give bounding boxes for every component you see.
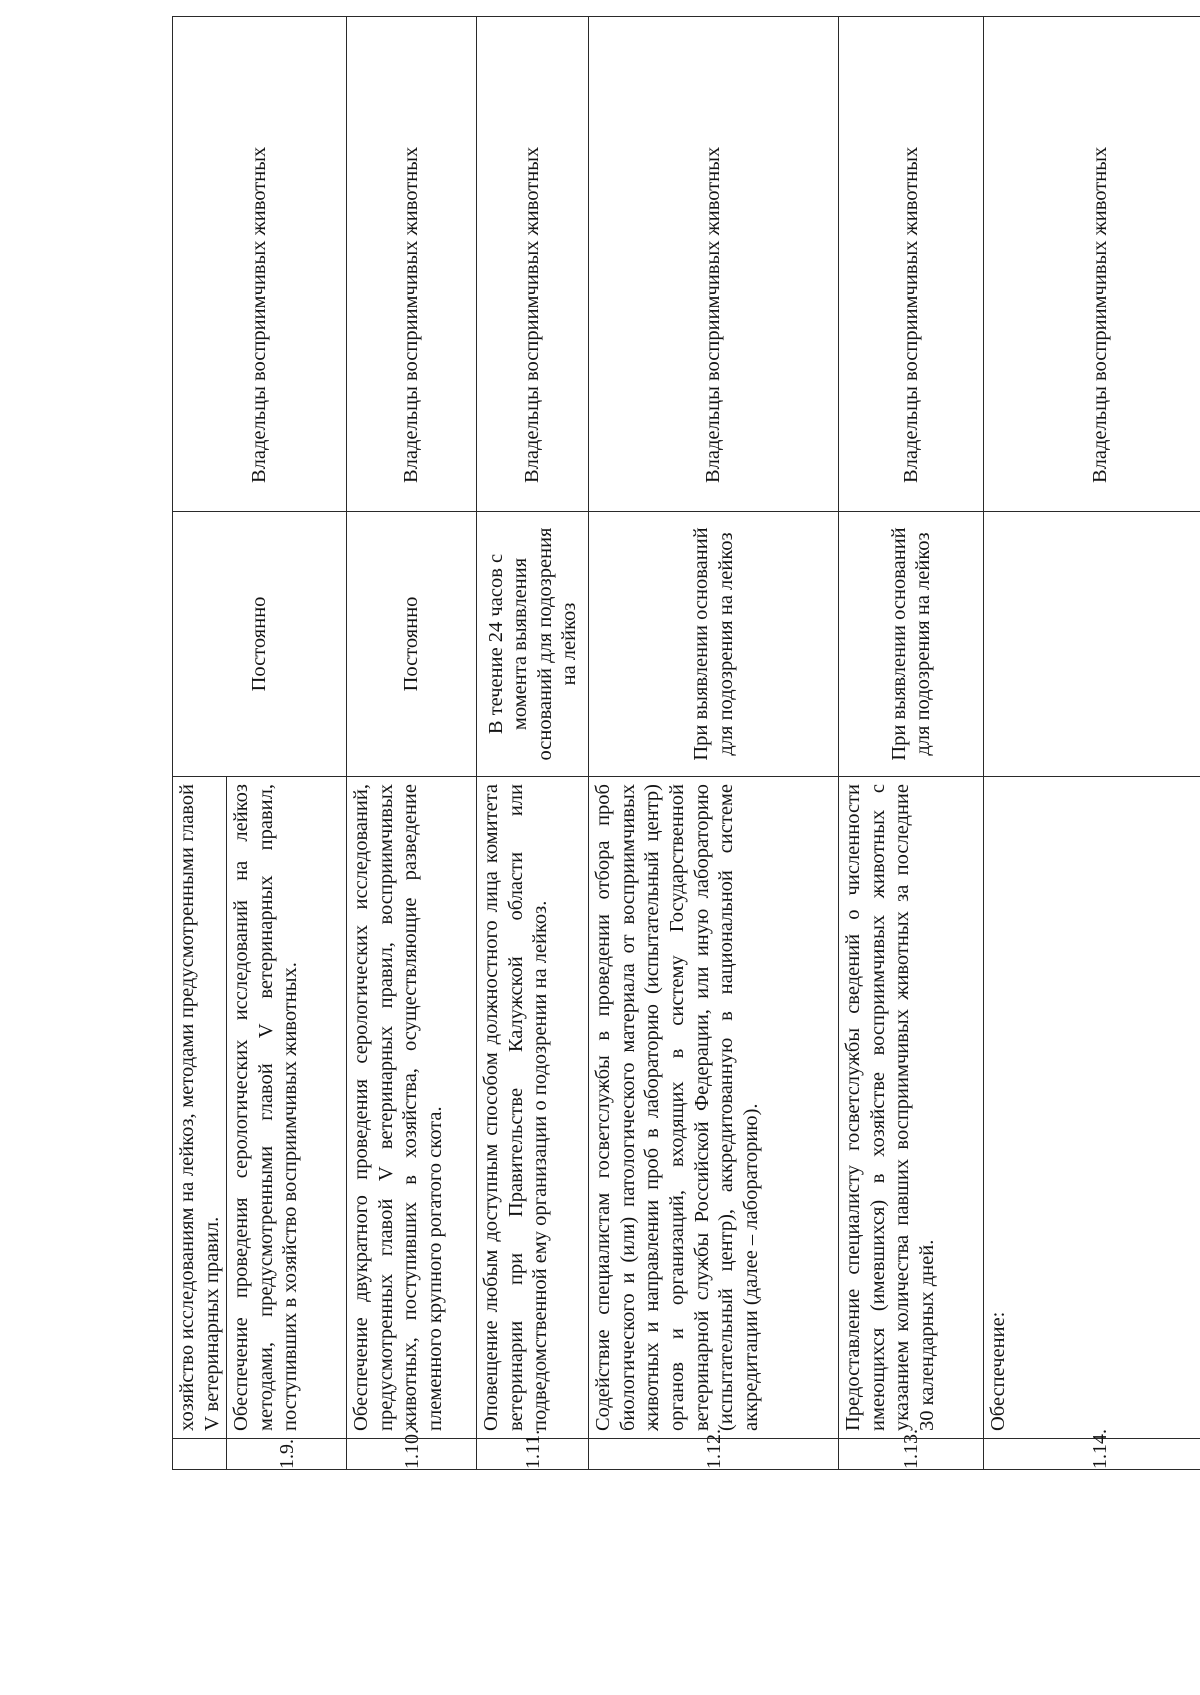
measures-table — [172, 16, 1200, 1470]
row-number-cell: 1.9. — [227, 1439, 347, 1470]
term-cell: При выявлении оснований для подозрения на лейкоз — [589, 512, 839, 777]
measure-description-cell: Оповещение любым доступным способом должностного лица комитета ветеринарии при Правительстве Калужской области или подведомственной ему организации о подозрении на лейкоз. — [477, 777, 589, 1439]
responsible-cell: Владельцы восприимчивых животных — [839, 17, 984, 512]
measure-description-cell: Предоставление специалисту госветслужбы сведений о численности имеющихся (имевшихся) в хозяйстве восприимчивых животных с указанием количества павших восприимчивых животных за последние 30 календарных дней. — [839, 777, 984, 1439]
term-cell: При выявлении оснований для подозрения на лейкоз — [839, 512, 984, 777]
term-cell: Постоянно — [173, 512, 347, 777]
responsible-cell: Владельцы восприимчивых животных — [173, 17, 347, 512]
table-row-1-14 — [984, 17, 1200, 1470]
table-row-continuation — [173, 17, 227, 1470]
responsible-cell: Владельцы восприимчивых животных — [984, 17, 1200, 512]
responsible-cell: Владельцы восприимчивых животных — [347, 17, 477, 512]
measure-description-cell: Обеспечение двукратного проведения серологических исследований, предусмотренных главой V ветеринарных правил, восприимчивых животных, поступивших в хозяйства, осуществляющие разведение племенного крупного рогатого скота. — [347, 777, 477, 1439]
table-row-1-13 — [839, 17, 984, 1470]
responsible-cell: Владельцы восприимчивых животных — [477, 17, 589, 512]
table-row-1-12 — [589, 17, 839, 1470]
table-row-1-10 — [347, 17, 477, 1470]
measure-description-cell: Обеспечение: — [984, 777, 1200, 1439]
row-number-cell: 1.14. — [984, 1439, 1200, 1470]
row-number-cell: 1.11. — [477, 1439, 589, 1470]
measure-description-cell: Содействие специалистам госветслужбы в проведении отбора проб биологического и (или) патологического материала от восприимчивых животных и направлении проб в лабораторию (испытательный центр) органов и организаций, входящих в систему Государственной ветеринарной службы Российской Федерации, или иную лабораторию (испытательный центр), аккредитованную в национальной системе аккредитации (далее – лабораторию). — [589, 777, 839, 1439]
term-cell — [984, 512, 1200, 777]
table-row-1-11 — [477, 17, 589, 1470]
term-cell: В течение 24 часов с момента выявления оснований для подозрения на лейкоз — [477, 512, 589, 777]
row-number-cell: 1.12. — [589, 1439, 839, 1470]
row-number-cell: 1.10. — [347, 1439, 477, 1470]
row-number-cell: 1.13. — [839, 1439, 984, 1470]
responsible-cell: Владельцы восприимчивых животных — [589, 17, 839, 512]
term-cell: Постоянно — [347, 512, 477, 777]
measure-description-cell: Обеспечение проведения серологических исследований на лейкоз методами, предусмотренными главой V ветеринарных правил, поступивших в хозяйство восприимчивых животных. — [227, 777, 347, 1439]
rotated-document-page — [172, 17, 1200, 1470]
row-number-cell — [173, 1439, 227, 1470]
measure-description-cell: хозяйство исследованиям на лейкоз, методами предусмотренными главой V ветеринарных правил. — [173, 777, 227, 1439]
